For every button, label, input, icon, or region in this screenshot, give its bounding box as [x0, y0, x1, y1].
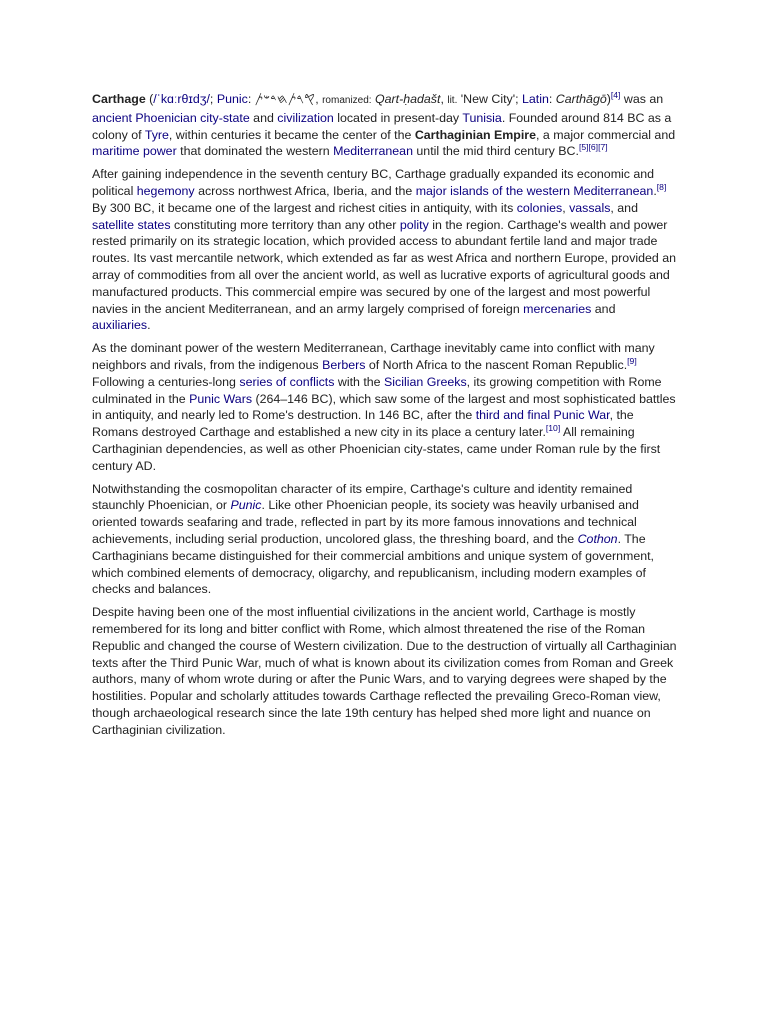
text: ;	[209, 92, 217, 106]
citation-sup	[579, 142, 608, 152]
citation-link-10[interactable]: [10]	[545, 423, 561, 434]
citation-sup	[657, 182, 667, 192]
citation-sup	[546, 423, 560, 433]
link-vassals[interactable]: vassals	[569, 200, 611, 215]
citation-sup	[611, 90, 621, 100]
text: .	[147, 318, 151, 333]
citation-link-6[interactable]: [6]	[588, 142, 599, 153]
text: After gaining independence in the seventh century BC, Carthage gradually expanded its economic and political	[92, 167, 655, 198]
text: that dominated the western	[176, 144, 334, 159]
link-latin[interactable]: Latin	[521, 92, 549, 106]
link-series-of-conflicts[interactable]: series of conflicts	[239, 374, 335, 389]
text: . The Carthaginians became distinguished for their commercial ambitions and unique system of government, which combined elements of democracy, oligarchy, and republicanism, including modern examples of checks and balances.	[92, 531, 654, 597]
link-major-islands-of-the-western-mediterranean[interactable]: major islands of the western Mediterranean	[415, 183, 654, 198]
ipa-pronunciation-link[interactable]: /ˈkɑːrθɪdʒ/	[153, 92, 210, 106]
latin-name: Carthāgō	[555, 92, 607, 106]
link-berbers[interactable]: Berbers	[322, 357, 366, 372]
citation-sup	[627, 356, 637, 366]
text: (264–146 BC), which saw some of the largest and most sophisticated battles in antiquity, and nearly led to Rome's destruction. In 146 BC, after the	[92, 391, 676, 423]
text: ,	[440, 92, 448, 106]
link-mediterranean[interactable]: Mediterranean	[333, 144, 413, 159]
article-title-bold: Carthage	[92, 92, 146, 106]
carthaginian-empire-bold: Carthaginian Empire	[414, 127, 536, 142]
text: in the region. Carthage's wealth and power rested primarily on its strategic location, which provided access to abundant fertile land and major trade routes. Its vast mercantile network, which extended as far as west Africa and northern Europe, provided an array of commodities from all over the ancient world, as well as lucrative exports of agricultural goods and manufactured products. This commercial empire was secured by one of the largest and most powerful navies in the ancient Mediterranean, and an army largely comprised of foreign	[92, 217, 677, 316]
link-sicilian-greeks[interactable]: Sicilian Greeks	[384, 374, 467, 389]
citation-link-8[interactable]: [8]	[656, 181, 667, 192]
link-polity[interactable]: polity	[399, 217, 429, 232]
article-body	[92, 91, 677, 744]
text: . Founded around 814 BC as a colony of	[92, 110, 672, 142]
text: , within centuries it became the center of the	[168, 127, 415, 142]
text: . Like other Phoenician people, its society was heavily urbanised and oriented towards seafaring and trade, reflected in part by its more famous innovations and technical achievements, including serial production, uncolored glass, the threshing board, and the	[92, 498, 639, 546]
citation-link-7[interactable]: [7]	[598, 142, 608, 153]
text: with the	[334, 374, 385, 389]
link-cothon[interactable]: Cothon	[577, 531, 618, 546]
paragraph-3	[92, 340, 677, 474]
text: Notwithstanding the cosmopolitan character of its empire, Carthage's culture and identity remained staunchly Phoenician, or	[92, 481, 633, 513]
text: Following a centuries-long	[92, 374, 240, 389]
text: across northwest Africa, Iberia, and the	[194, 183, 416, 198]
link-auxiliaries[interactable]: auxiliaries	[92, 318, 148, 333]
link-mercenaries[interactable]: mercenaries	[523, 301, 592, 316]
text: until the mid third century BC.	[412, 144, 579, 159]
text: , its growing competition with Rome culminated in the	[92, 374, 662, 406]
text: Despite having been one of the most influential civilizations in the ancient world, Carthage is mostly remembered for its long and bitter conflict with Rome, which almost threatened the rise of the Roman Republic and changed the course of Western civilization. Due to the destruction of virtually all Carthaginian texts after the Third Punic War, much of what is known about its civilization comes from Roman and Greek authors, many of whom wrote during or after the Punic Wars, and to varying degrees were shaped by the hostilities. Popular and scholarly attitudes towards Carthage reflected the prevailing Greco-Roman view, though archaeological research since the late 19th century has helped shed more light and nuance on Carthaginian civilization.	[92, 605, 677, 737]
text: ,	[562, 200, 570, 215]
text: and	[249, 110, 278, 125]
text: , the Romans destroyed Carthage and established a new city in its place a century later.	[92, 408, 634, 440]
text: and	[591, 301, 616, 316]
punic-script-text: 𐤒𐤓𐤕𐤇𐤃𐤔𐤕	[254, 92, 316, 106]
text: 'New City';	[457, 92, 522, 106]
link-third-and-final-punic-war[interactable]: third and final Punic War	[475, 408, 610, 423]
text: , and	[610, 200, 638, 215]
romanized-name: Qart-ḥadašt	[375, 92, 441, 106]
link-punic[interactable]: Punic	[230, 498, 262, 513]
link-civilization[interactable]: civilization	[277, 110, 334, 125]
link-punic-language[interactable]: Punic	[216, 92, 248, 106]
link-colonies[interactable]: colonies	[516, 200, 563, 215]
text: was an	[620, 92, 664, 106]
text: located in present-day	[333, 110, 463, 125]
paragraph-2	[92, 166, 677, 334]
link-maritime-power[interactable]: maritime power	[92, 144, 177, 159]
text: :	[548, 92, 556, 106]
paragraph-5	[92, 604, 677, 738]
romanized-label: romanized:	[322, 95, 372, 106]
text: constituting more territory than any other	[170, 217, 400, 232]
citation-link-5[interactable]: [5]	[578, 142, 589, 153]
literally-label: lit.	[447, 95, 458, 106]
link-satellite-states[interactable]: satellite states	[92, 217, 171, 232]
link-tunisia[interactable]: Tunisia	[462, 110, 502, 125]
text: )	[606, 92, 611, 106]
link-hegemony[interactable]: hegemony	[136, 183, 195, 198]
text: :	[247, 92, 255, 106]
text: , a major commercial and	[536, 127, 676, 142]
link-punic-wars[interactable]: Punic Wars	[189, 391, 253, 406]
text: .	[653, 183, 657, 198]
citation-link-4[interactable]: [4]	[610, 89, 621, 100]
text: All remaining Carthaginian dependencies, as well as other Phoenician city-states, came under Roman rule by the first century AD.	[92, 425, 661, 473]
link-ancient-phoenician-city-state[interactable]: ancient Phoenician city-state	[92, 110, 250, 125]
text: of North Africa to the nascent Roman Republic.	[365, 357, 628, 372]
text: (	[145, 92, 154, 106]
text: As the dominant power of the western Mediterranean, Carthage inevitably came into conflict with many neighbors and rivals, from the indigenous	[92, 341, 655, 372]
paragraph-1	[92, 91, 677, 160]
text: ,	[315, 92, 323, 106]
citation-link-9[interactable]: [9]	[627, 355, 637, 366]
paragraph-4	[92, 481, 677, 599]
text: By 300 BC, it became one of the largest and richest cities in antiquity, with its	[92, 200, 517, 215]
link-tyre[interactable]: Tyre	[144, 127, 169, 142]
